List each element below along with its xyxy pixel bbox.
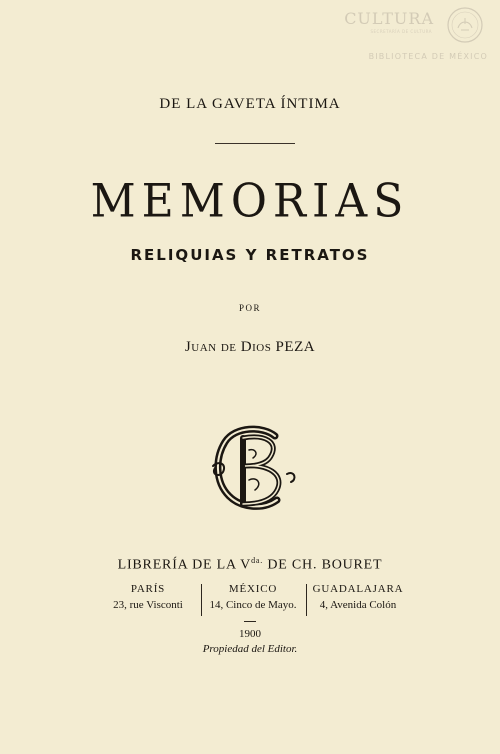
by-label: POR bbox=[238, 303, 261, 313]
location-mexico: MÉXICO 14, Cinco de Mayo. bbox=[209, 583, 297, 611]
watermark bbox=[342, 4, 492, 64]
series-title: DE LA GAVETA ÍNTIMA bbox=[159, 96, 341, 112]
watermark-small-text: SECRETARÍA DE CULTURA bbox=[370, 29, 432, 34]
column-divider bbox=[306, 584, 307, 616]
publication-year: 1900 bbox=[239, 628, 261, 640]
column-divider bbox=[201, 584, 202, 616]
publisher-name: LIBRERÍA DE LA $V^{da.}$ DE CH. BOURET bbox=[117, 556, 383, 573]
publisher-locations bbox=[0, 581, 500, 621]
publisher-monogram-icon bbox=[205, 420, 301, 516]
seal-icon bbox=[446, 6, 484, 44]
author-name: Juan de Dios PEZA bbox=[184, 339, 316, 355]
divider bbox=[215, 143, 295, 144]
watermark-word: CULTURA bbox=[344, 9, 434, 28]
book-subtitle: RELIQUIAS Y RETRATOS bbox=[130, 246, 370, 264]
watermark-library-name: BIBLIOTECA DE MÉXICO bbox=[368, 52, 488, 61]
rights-statement: Propiedad del Editor. bbox=[202, 643, 298, 655]
short-rule bbox=[244, 621, 256, 622]
location-guadalajara: GUADALAJARA 4, Avenida Colón bbox=[312, 583, 404, 611]
book-title: MEMORIAS bbox=[90, 174, 410, 229]
location-paris: PARÍS 23, rue Visconti bbox=[113, 583, 183, 611]
